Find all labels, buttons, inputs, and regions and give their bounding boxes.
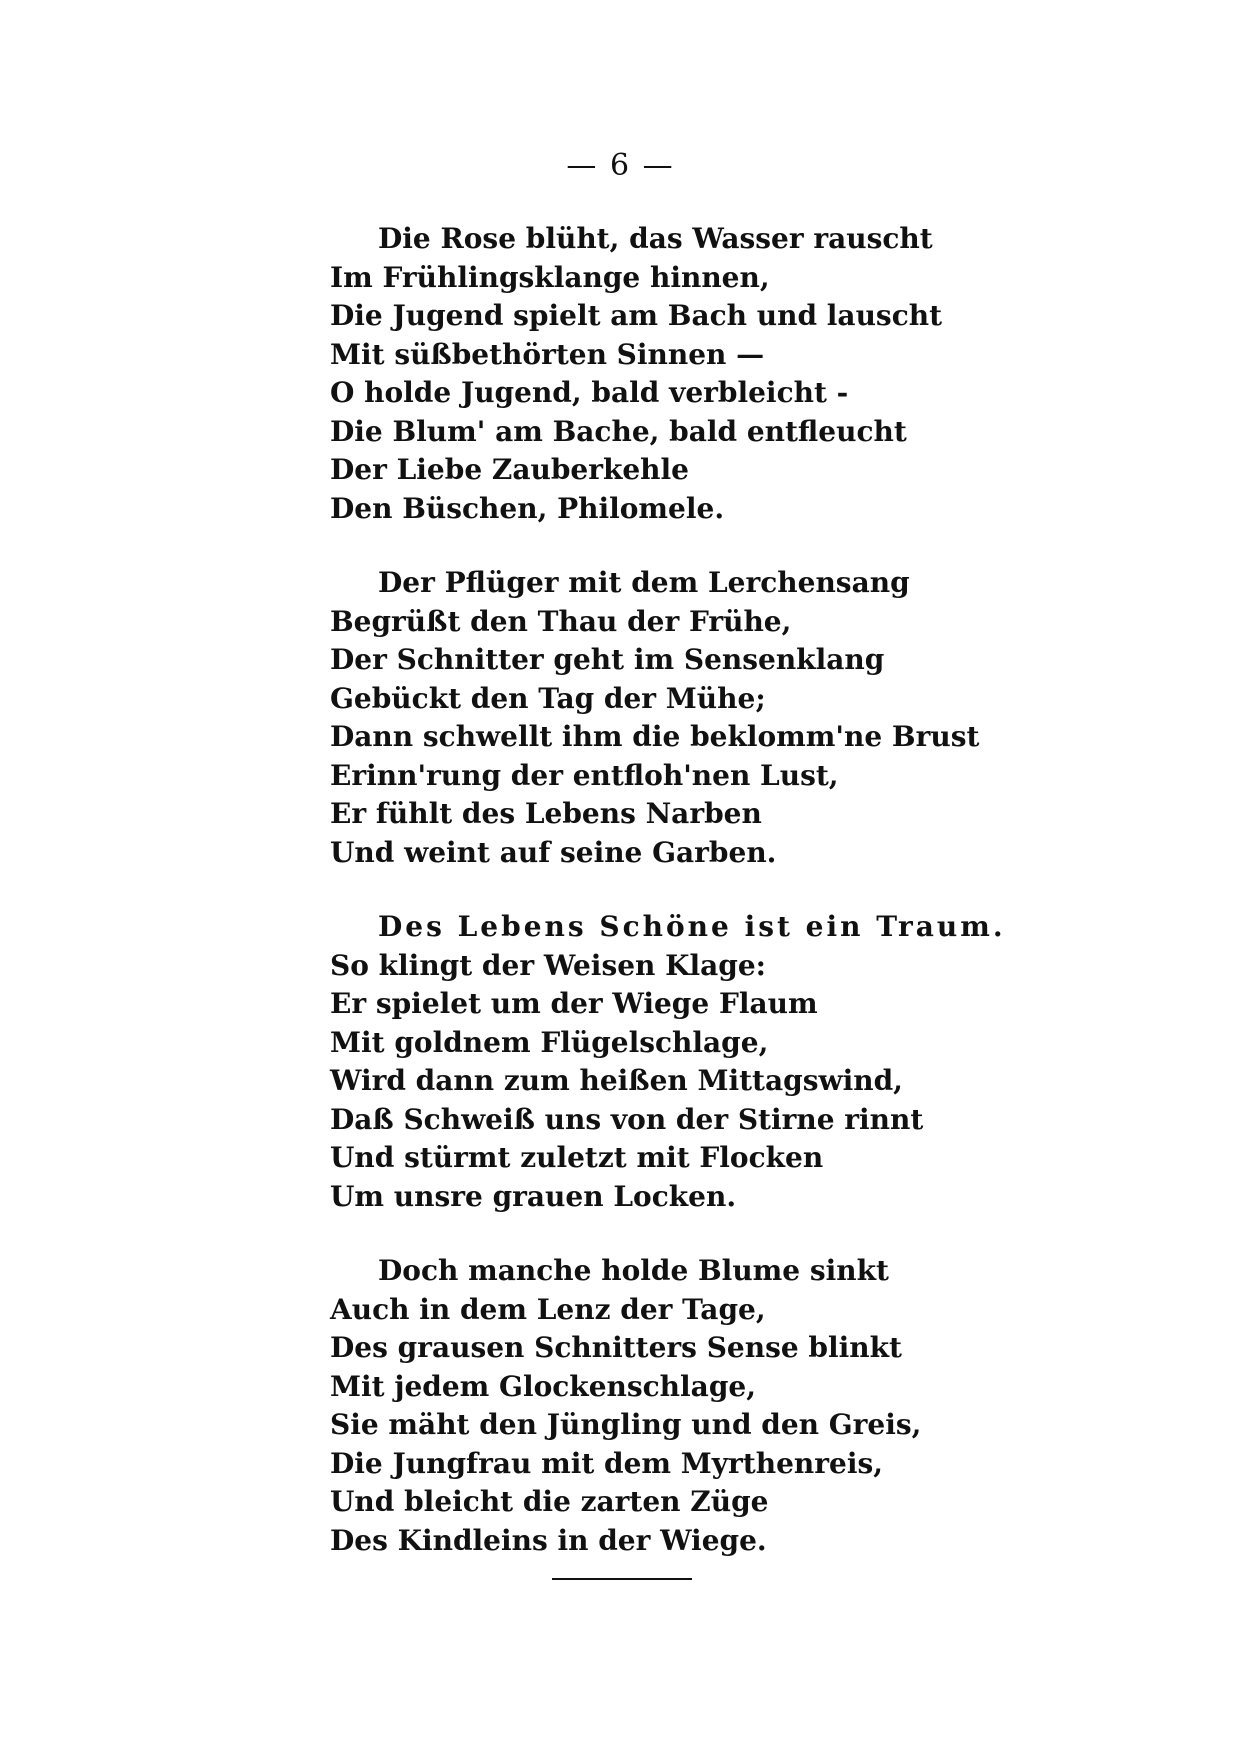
verse-line: Und stürmt zuletzt mit Flocken bbox=[330, 1141, 824, 1174]
page-number: — 6 — bbox=[566, 148, 675, 183]
verse-line: Die Jugend spielt am Bach und lauscht bbox=[330, 299, 943, 332]
verse-line: Auch in dem Lenz der Tage, bbox=[330, 1292, 766, 1326]
stanza-4 bbox=[330, 1252, 970, 1560]
verse-line: Der Schnitter geht im Sensenklang bbox=[330, 643, 885, 676]
verse-line: Und weint auf seine Garben. bbox=[330, 835, 777, 869]
verse-line: Er fühlt des Lebens Narben bbox=[330, 797, 762, 830]
verse-line: Doch manche holde Blume sinkt bbox=[378, 1254, 889, 1287]
verse-line: Dann schwellt ihm die beklomm'ne Brust bbox=[330, 720, 980, 753]
verse-line: Wird dann zum heißen Mittagswind, bbox=[330, 1064, 903, 1097]
poem bbox=[330, 220, 1006, 1596]
verse-line: Der Liebe Zauberkehle bbox=[330, 453, 689, 486]
verse-line: Des Lebens Schöne ist ein Traum. bbox=[378, 910, 1006, 943]
verse-line: Die Rose blüht, das Wasser rauscht bbox=[378, 222, 933, 255]
verse-line: Erinn'rung der entfloh'nen Lust, bbox=[330, 758, 839, 792]
verse-line: Mit jedem Glockenschlage, bbox=[330, 1369, 756, 1403]
verse-line: Er spielet um der Wiege Flaum bbox=[330, 987, 818, 1020]
verse-line: O holde Jugend, bald verbleicht - bbox=[330, 376, 849, 409]
verse-line: Im Frühlingsklange hinnen, bbox=[330, 260, 770, 294]
stanza-3 bbox=[330, 908, 1006, 1216]
verse-line: Um unsre grauen Locken. bbox=[330, 1179, 737, 1213]
verse-line: So klingt der Weisen Klage: bbox=[330, 948, 766, 982]
verse-line: Die Jungfrau mit dem Myrthenreis, bbox=[330, 1446, 883, 1480]
verse-line: Des Kindleins in der Wiege. bbox=[330, 1523, 767, 1557]
verse-line: Den Büschen, Philomele. bbox=[330, 491, 725, 525]
verse-line: Die Blum' am Bache, bald entfleucht bbox=[330, 414, 907, 448]
end-rule bbox=[552, 1578, 692, 1580]
verse-line: Daß Schweiß uns von der Stirne rinnt bbox=[330, 1102, 924, 1136]
stanza-1 bbox=[330, 220, 970, 528]
verse-line: Begrüßt den Thau der Frühe, bbox=[330, 604, 792, 638]
verse-line: Der Pflüger mit dem Lerchensang bbox=[378, 566, 910, 599]
verse-line: Mit süßbethörten Sinnen — bbox=[330, 337, 765, 371]
verse-line: Gebückt den Tag der Mühe; bbox=[330, 681, 766, 715]
verse-line: Sie mäht den Jüngling und den Greis, bbox=[330, 1408, 922, 1441]
verse-line: Des grausen Schnitters Sense blinkt bbox=[330, 1331, 902, 1364]
verse-line: Mit goldnem Flügelschlage, bbox=[330, 1025, 769, 1059]
verse-line: Und bleicht die zarten Züge bbox=[330, 1485, 769, 1518]
stanza-2 bbox=[330, 564, 980, 872]
